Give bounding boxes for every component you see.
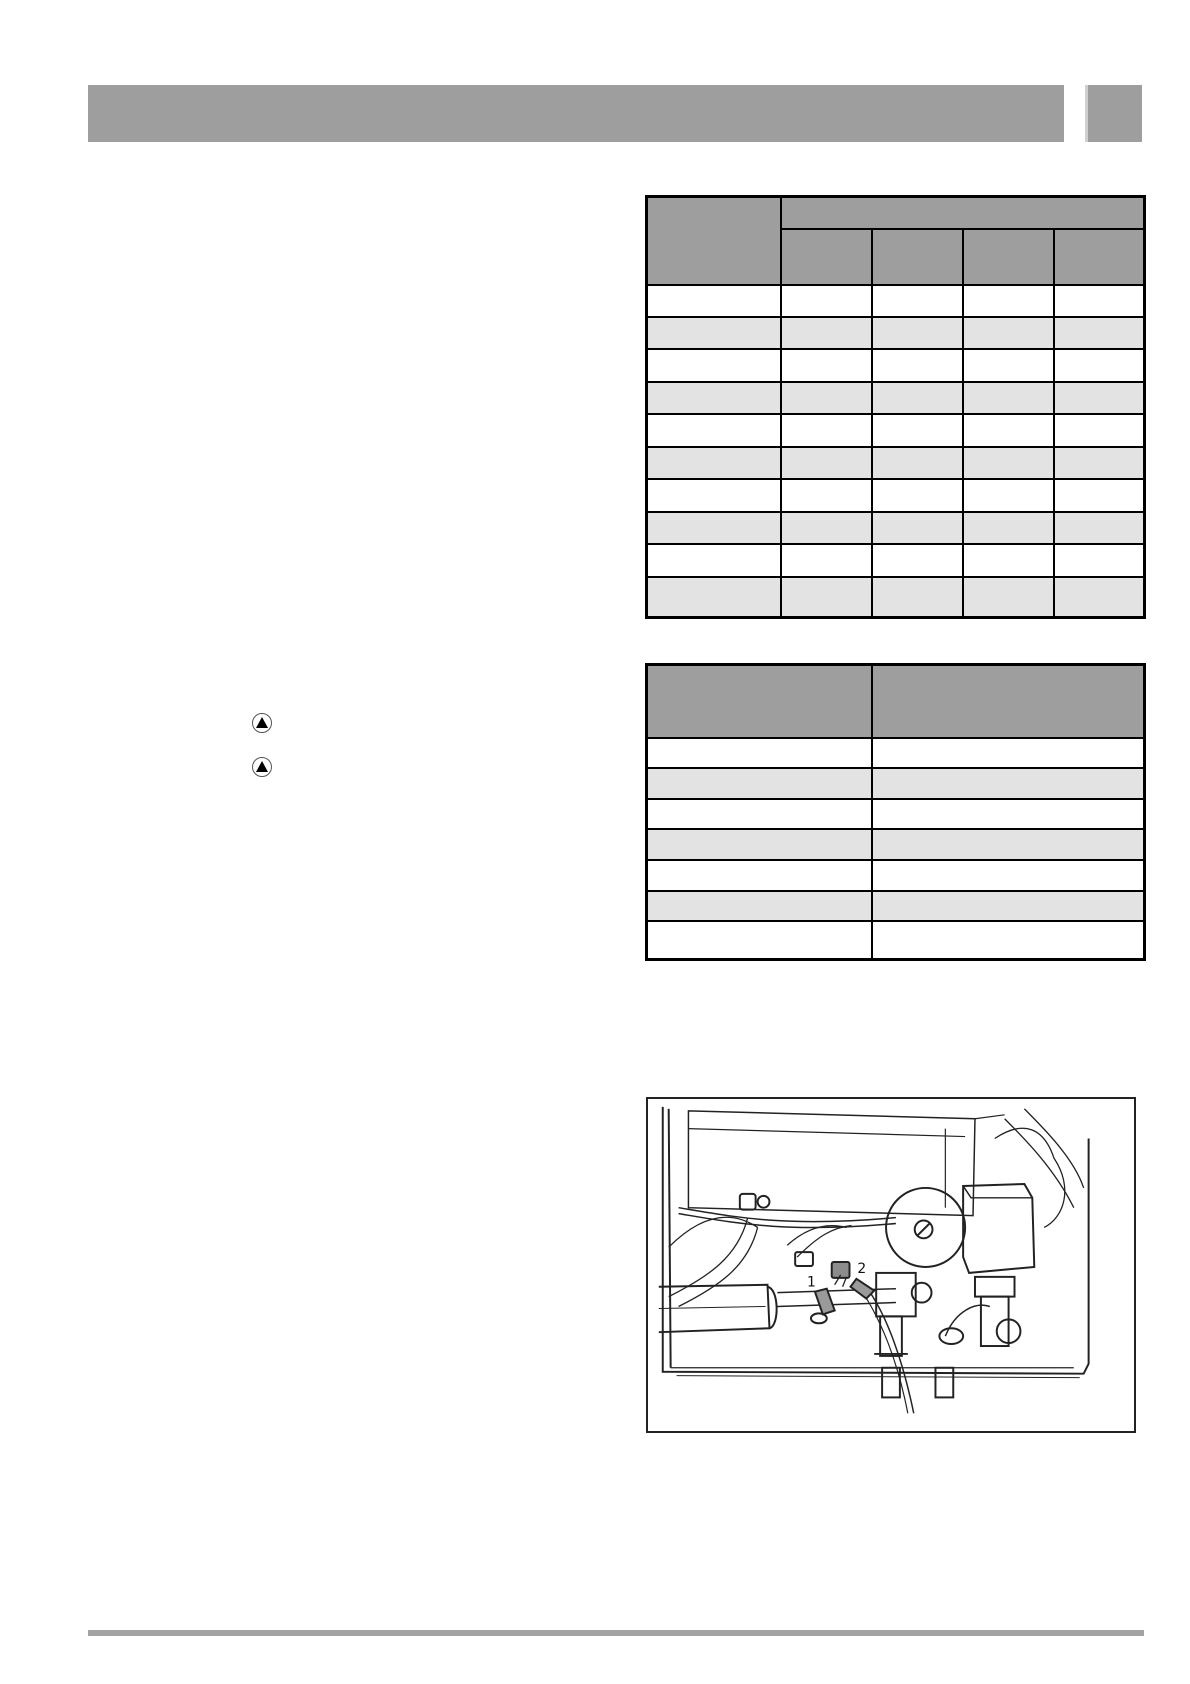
footer-rule (88, 1630, 1144, 1636)
table-cell (872, 382, 963, 414)
table-cell (872, 829, 1145, 860)
table-row (647, 799, 1145, 830)
table-cell (872, 479, 963, 511)
table-cell (872, 577, 963, 618)
table-cell (872, 447, 963, 479)
table-cell (872, 512, 963, 544)
table-2-header (872, 665, 1145, 738)
table-cell (872, 891, 1145, 922)
warning-triangle-icon (252, 757, 272, 777)
table-1-sub-header (781, 229, 872, 285)
table-row (647, 829, 1145, 860)
table-cell (647, 285, 781, 317)
table-cell (872, 860, 1145, 891)
table-cell (963, 512, 1054, 544)
table-cell (781, 285, 872, 317)
table-cell (1054, 285, 1145, 317)
table-cell (872, 768, 1145, 799)
table-cell (963, 382, 1054, 414)
callout-2: 2 (857, 1260, 867, 1277)
table-cell (963, 447, 1054, 479)
table-cell (647, 891, 872, 922)
table-1-sub-header (963, 229, 1054, 285)
table-cell (647, 829, 872, 860)
table-cell (781, 512, 872, 544)
table-row (647, 382, 1145, 414)
table-2-header (647, 665, 872, 738)
table-cell (872, 349, 963, 381)
table-1 (645, 195, 1146, 619)
table-cell (647, 349, 781, 381)
table-cell (647, 512, 781, 544)
table-cell (781, 382, 872, 414)
table-cell (872, 799, 1145, 830)
table-cell (781, 317, 872, 349)
table-cell (872, 738, 1145, 769)
table-1-first-column-header (647, 197, 781, 285)
table-row (647, 544, 1145, 576)
table-cell (1054, 382, 1145, 414)
table-cell (1054, 577, 1145, 618)
table-cell (647, 544, 781, 576)
table-cell (1054, 512, 1145, 544)
table-cell (781, 479, 872, 511)
table-cell (781, 544, 872, 576)
table-cell (647, 577, 781, 618)
table-cell (781, 414, 872, 446)
table-cell (1054, 447, 1145, 479)
table-cell (963, 577, 1054, 618)
table-cell (647, 479, 781, 511)
table-cell (647, 738, 872, 769)
table-row (647, 891, 1145, 922)
table-cell (872, 317, 963, 349)
table-cell (963, 349, 1054, 381)
table-cell (647, 382, 781, 414)
table-cell (963, 317, 1054, 349)
table-cell (781, 349, 872, 381)
table-cell (647, 317, 781, 349)
table-row (647, 447, 1145, 479)
table-cell (781, 577, 872, 618)
table-row (647, 285, 1145, 317)
table-cell (1054, 317, 1145, 349)
table-cell (647, 768, 872, 799)
table-row (647, 414, 1145, 446)
table-cell (781, 447, 872, 479)
header-bar (88, 85, 1064, 142)
table-cell (1054, 544, 1145, 576)
table-cell (1054, 414, 1145, 446)
table-cell (647, 447, 781, 479)
table-row (647, 768, 1145, 799)
table-row (647, 479, 1145, 511)
table-row (647, 921, 1145, 959)
table-2 (645, 663, 1146, 961)
table-cell (872, 544, 963, 576)
table-cell (963, 414, 1054, 446)
table-row (647, 512, 1145, 544)
table-cell (1054, 349, 1145, 381)
illustration-drawing (648, 1099, 1134, 1431)
table-cell (872, 285, 963, 317)
callout-1: 1 (807, 1274, 816, 1291)
table-row (647, 349, 1145, 381)
table-cell (963, 479, 1054, 511)
page-number-tab (1085, 85, 1142, 142)
table-row (647, 738, 1145, 769)
table-1-group-header (781, 197, 1145, 229)
table-row (647, 860, 1145, 891)
table-row (647, 317, 1145, 349)
table-cell (872, 414, 963, 446)
table-cell (872, 921, 1145, 959)
table-cell (963, 544, 1054, 576)
table-cell (647, 414, 781, 446)
table-cell (647, 799, 872, 830)
warning-triangle-icon (252, 713, 272, 733)
table-cell (647, 860, 872, 891)
table-cell (963, 285, 1054, 317)
table-1-sub-header (1054, 229, 1145, 285)
table-cell (647, 921, 872, 959)
component-illustration (646, 1097, 1136, 1433)
table-row (647, 577, 1145, 618)
table-cell (1054, 479, 1145, 511)
table-1-sub-header (872, 229, 963, 285)
